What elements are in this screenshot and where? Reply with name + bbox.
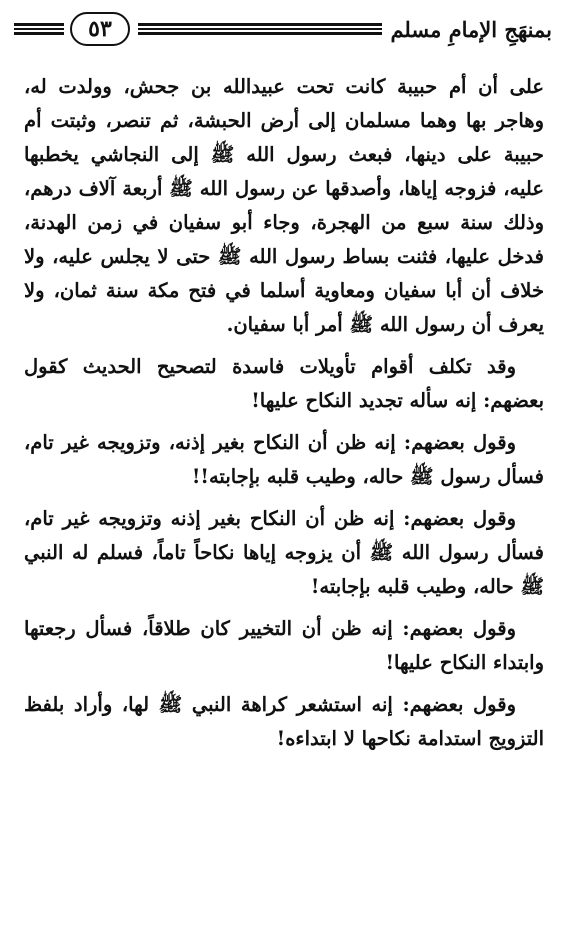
page-number-badge: [70, 12, 130, 46]
header-ornament-rule: [138, 23, 382, 35]
running-title: بمنهَجِ الإمامِ مسلم: [390, 16, 552, 42]
paragraph: وقول بعضهم: إنه استشعر كراهة النبي ﷺ لها، وأراد بلفظ التزويج استدامة نكاحها لا ابتداءه!: [24, 693, 544, 750]
paragraph: وقول بعضهم: إنه ظن أن التخيير كان طلاقاً، فسأل رجعتها وابتداء النكاح عليها!: [24, 617, 544, 674]
page-header: [14, 6, 552, 52]
header-ornament-left: [14, 23, 64, 35]
page-number: ٥٣: [88, 16, 112, 42]
paragraph: وقد تكلف أقوام تأويلات فاسدة لتصحيح الحديث كقول بعضهم: إنه سأله تجديد النكاح عليها!: [24, 355, 544, 412]
paragraph: وقول بعضهم: إنه ظن أن النكاح بغير إذنه وتزويجه غير تام، فسأل رسول الله ﷺ أن يزوجه إياها نكاحاً تاماً، فسلم له النبي ﷺ حاله، وطيب قلبه بإجابته!: [24, 507, 544, 598]
page-body: [24, 70, 544, 764]
paragraph: على أن أم حبيبة كانت تحت عبيدالله بن جحش، وولدت له، وهاجر بها وهما مسلمان إلى أرض الحبشة، ثم تنصر، وثبتت أم حبيبة على دينها، فبعث رسول الله ﷺ إلى النجاشي يخطبها عليه، فزوجه إياها، وأصدقها عن رسول الله ﷺ أربعة آلاف درهم، وذلك سنة سبع من الهجرة، وجاء أبو سفيان في زمن الهدنة، فدخل عليها، فثنت بساط رسول الله ﷺ حتى لا يجلس عليه، ولا خلاف أن أبا سفيان ومعاوية أسلما في فتح مكة سنة ثمان، ولا يعرف أن رسول الله ﷺ أمر أبا سفيان.: [24, 75, 544, 336]
paragraph: وقول بعضهم: إنه ظن أن النكاح بغير إذنه، وتزويجه غير تام، فسأل رسول ﷺ حاله، وطيب قلبه بإجابته!!: [24, 431, 544, 488]
